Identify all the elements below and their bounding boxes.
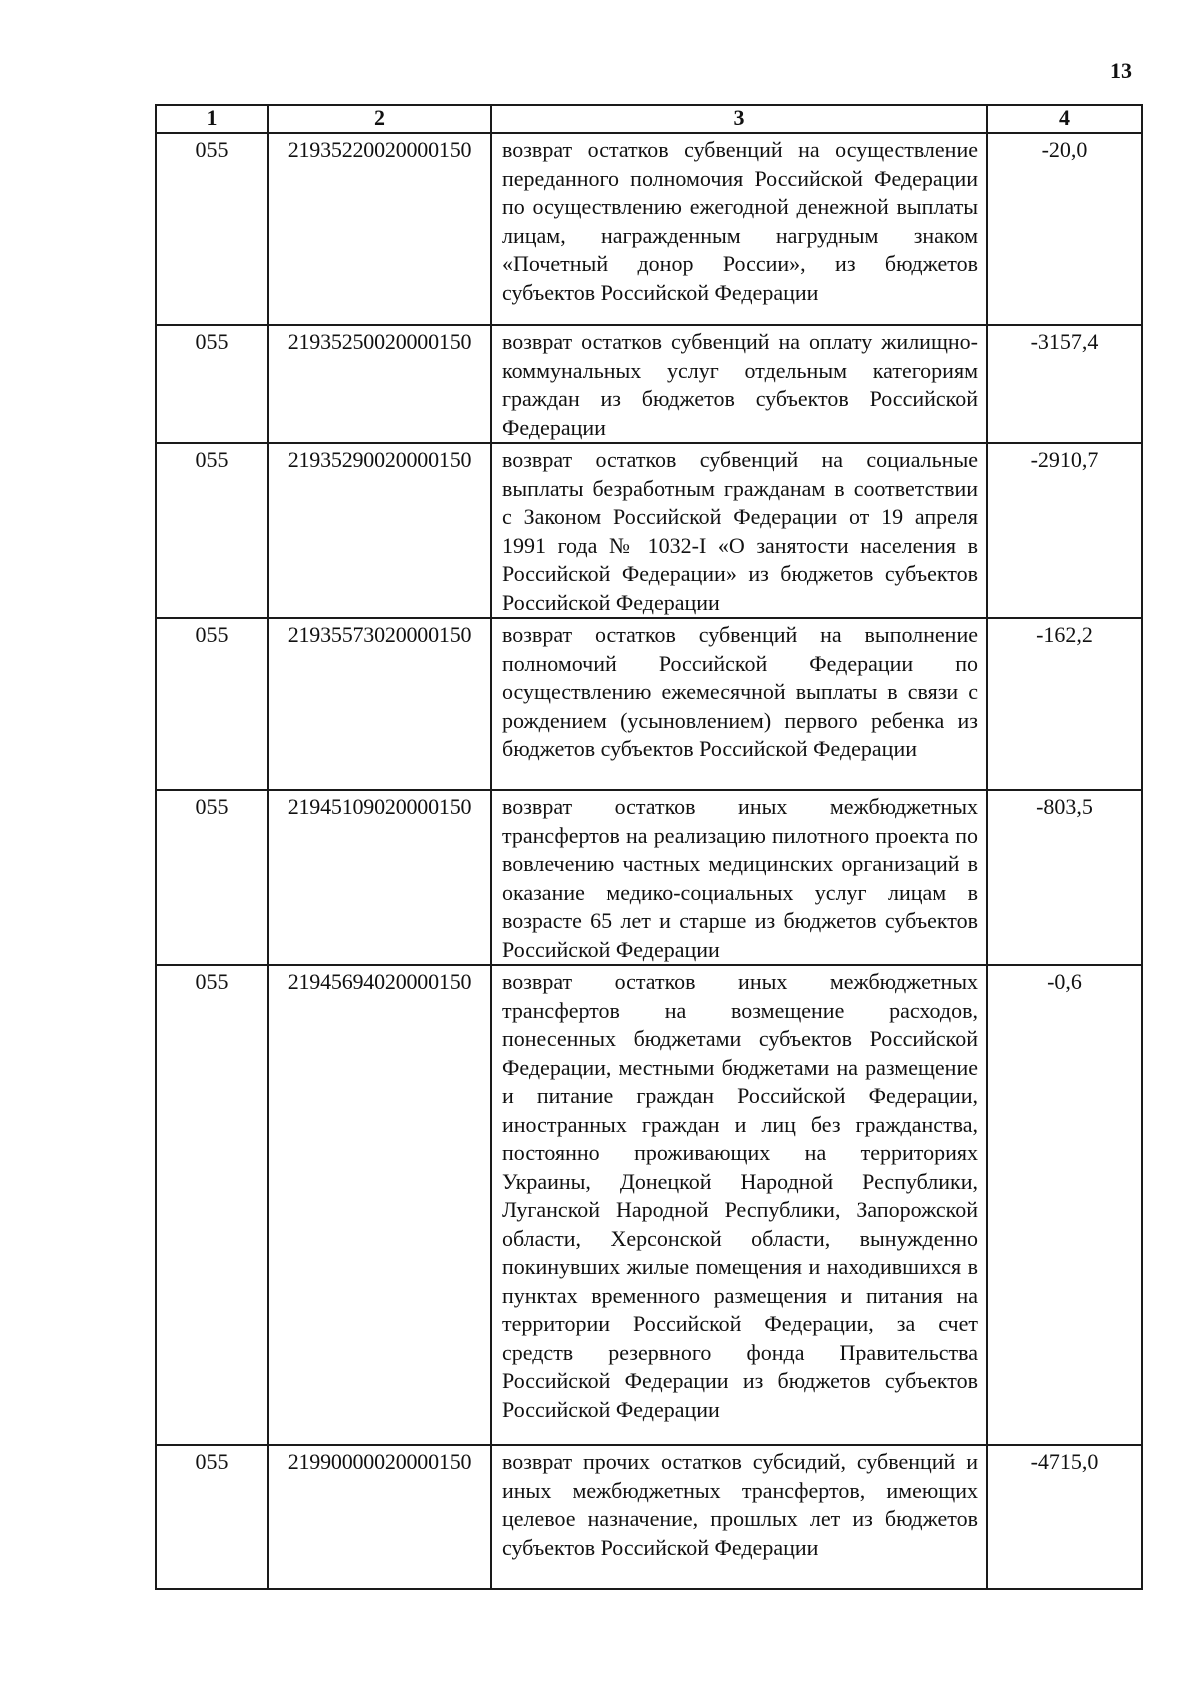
amount-cell: -2910,7 (987, 443, 1142, 618)
admin-code-cell: 055 (156, 790, 268, 965)
amount-cell: -20,0 (987, 133, 1142, 325)
page-number: 13 (1110, 58, 1132, 83)
admin-code-cell: 055 (156, 965, 268, 1445)
admin-code-cell: 055 (156, 325, 268, 443)
description-cell: возврат остатков иных межбюджетных трансфертов на реализацию пилотного проекта по вовлечению частных медицинских организаций в оказание медико-социальных услуг лицам в возрасте 65 лет и старше из бюджетов субъектов Российской Федерации (491, 790, 987, 965)
description-cell: возврат остатков субвенций на выполнение полномочий Российской Федерации по осуществлению ежемесячной выплаты в связи с рождением (усыновлением) первого ребенка из бюджетов субъектов Российской Федерации (491, 618, 987, 790)
column-header-2: 2 (268, 105, 491, 133)
table-row (156, 790, 1142, 965)
description-cell: возврат остатков иных межбюджетных трансфертов на возмещение расходов, понесенных бюджетами субъектов Российской Федерации, местными бюджетами на размещение и питание граждан Российской Федерации, иностранных граждан и лиц без гражданства, постоянно проживающих на территориях Украины, Донецкой Народной Республики, Луганской Народной Республики, Запорожской области, Херсонской области, вынужденно покинувших жилые помещения и находившихся в пунктах временного размещения и питания на территории Российской Федерации, за счет средств резервного фонда Правительства Российской Федерации из бюджетов субъектов Российской Федерации (491, 965, 987, 1445)
description-cell: возврат остатков субвенций на осуществление переданного полномочия Российской Федерации по осуществлению ежегодной денежной выплаты лицам, награжденным нагрудным знаком «Почетный донор России», из бюджетов субъектов Российской Федерации (491, 133, 987, 325)
budget-code-cell: 21935290020000150 (268, 443, 491, 618)
budget-table (155, 104, 1143, 1590)
amount-cell: -803,5 (987, 790, 1142, 965)
table-row (156, 1445, 1142, 1589)
budget-code-cell: 21935250020000150 (268, 325, 491, 443)
table-row (156, 618, 1142, 790)
amount-cell: -3157,4 (987, 325, 1142, 443)
budget-code-cell: 21945694020000150 (268, 965, 491, 1445)
budget-code-cell: 21990000020000150 (268, 1445, 491, 1589)
budget-code-cell: 21935220020000150 (268, 133, 491, 325)
budget-code-cell: 21935573020000150 (268, 618, 491, 790)
amount-cell: -0,6 (987, 965, 1142, 1445)
column-header-4: 4 (987, 105, 1142, 133)
admin-code-cell: 055 (156, 1445, 268, 1589)
table-row (156, 325, 1142, 443)
column-header-1: 1 (156, 105, 268, 133)
table-header (156, 105, 1142, 133)
table-row (156, 965, 1142, 1445)
admin-code-cell: 055 (156, 443, 268, 618)
column-header-3: 3 (491, 105, 987, 133)
admin-code-cell: 055 (156, 133, 268, 325)
amount-cell: -162,2 (987, 618, 1142, 790)
amount-cell: -4715,0 (987, 1445, 1142, 1589)
description-cell: возврат остатков субвенций на оплату жилищно-коммунальных услуг отдельным категориям граждан из бюджетов субъектов Российской Федерации (491, 325, 987, 443)
table-row (156, 133, 1142, 325)
budget-code-cell: 21945109020000150 (268, 790, 491, 965)
description-cell: возврат прочих остатков субсидий, субвенций и иных межбюджетных трансфертов, имеющих целевое назначение, прошлых лет из бюджетов субъектов Российской Федерации (491, 1445, 987, 1589)
table-row (156, 443, 1142, 618)
table-body (156, 133, 1142, 1589)
description-cell: возврат остатков субвенций на социальные выплаты безработным гражданам в соответствии с Законом Российской Федерации от 19 апреля 1991 года № 1032-I «О занятости населения в Российской Федерации» из бюджетов субъектов Российской Федерации (491, 443, 987, 618)
header-row (156, 105, 1142, 133)
admin-code-cell: 055 (156, 618, 268, 790)
